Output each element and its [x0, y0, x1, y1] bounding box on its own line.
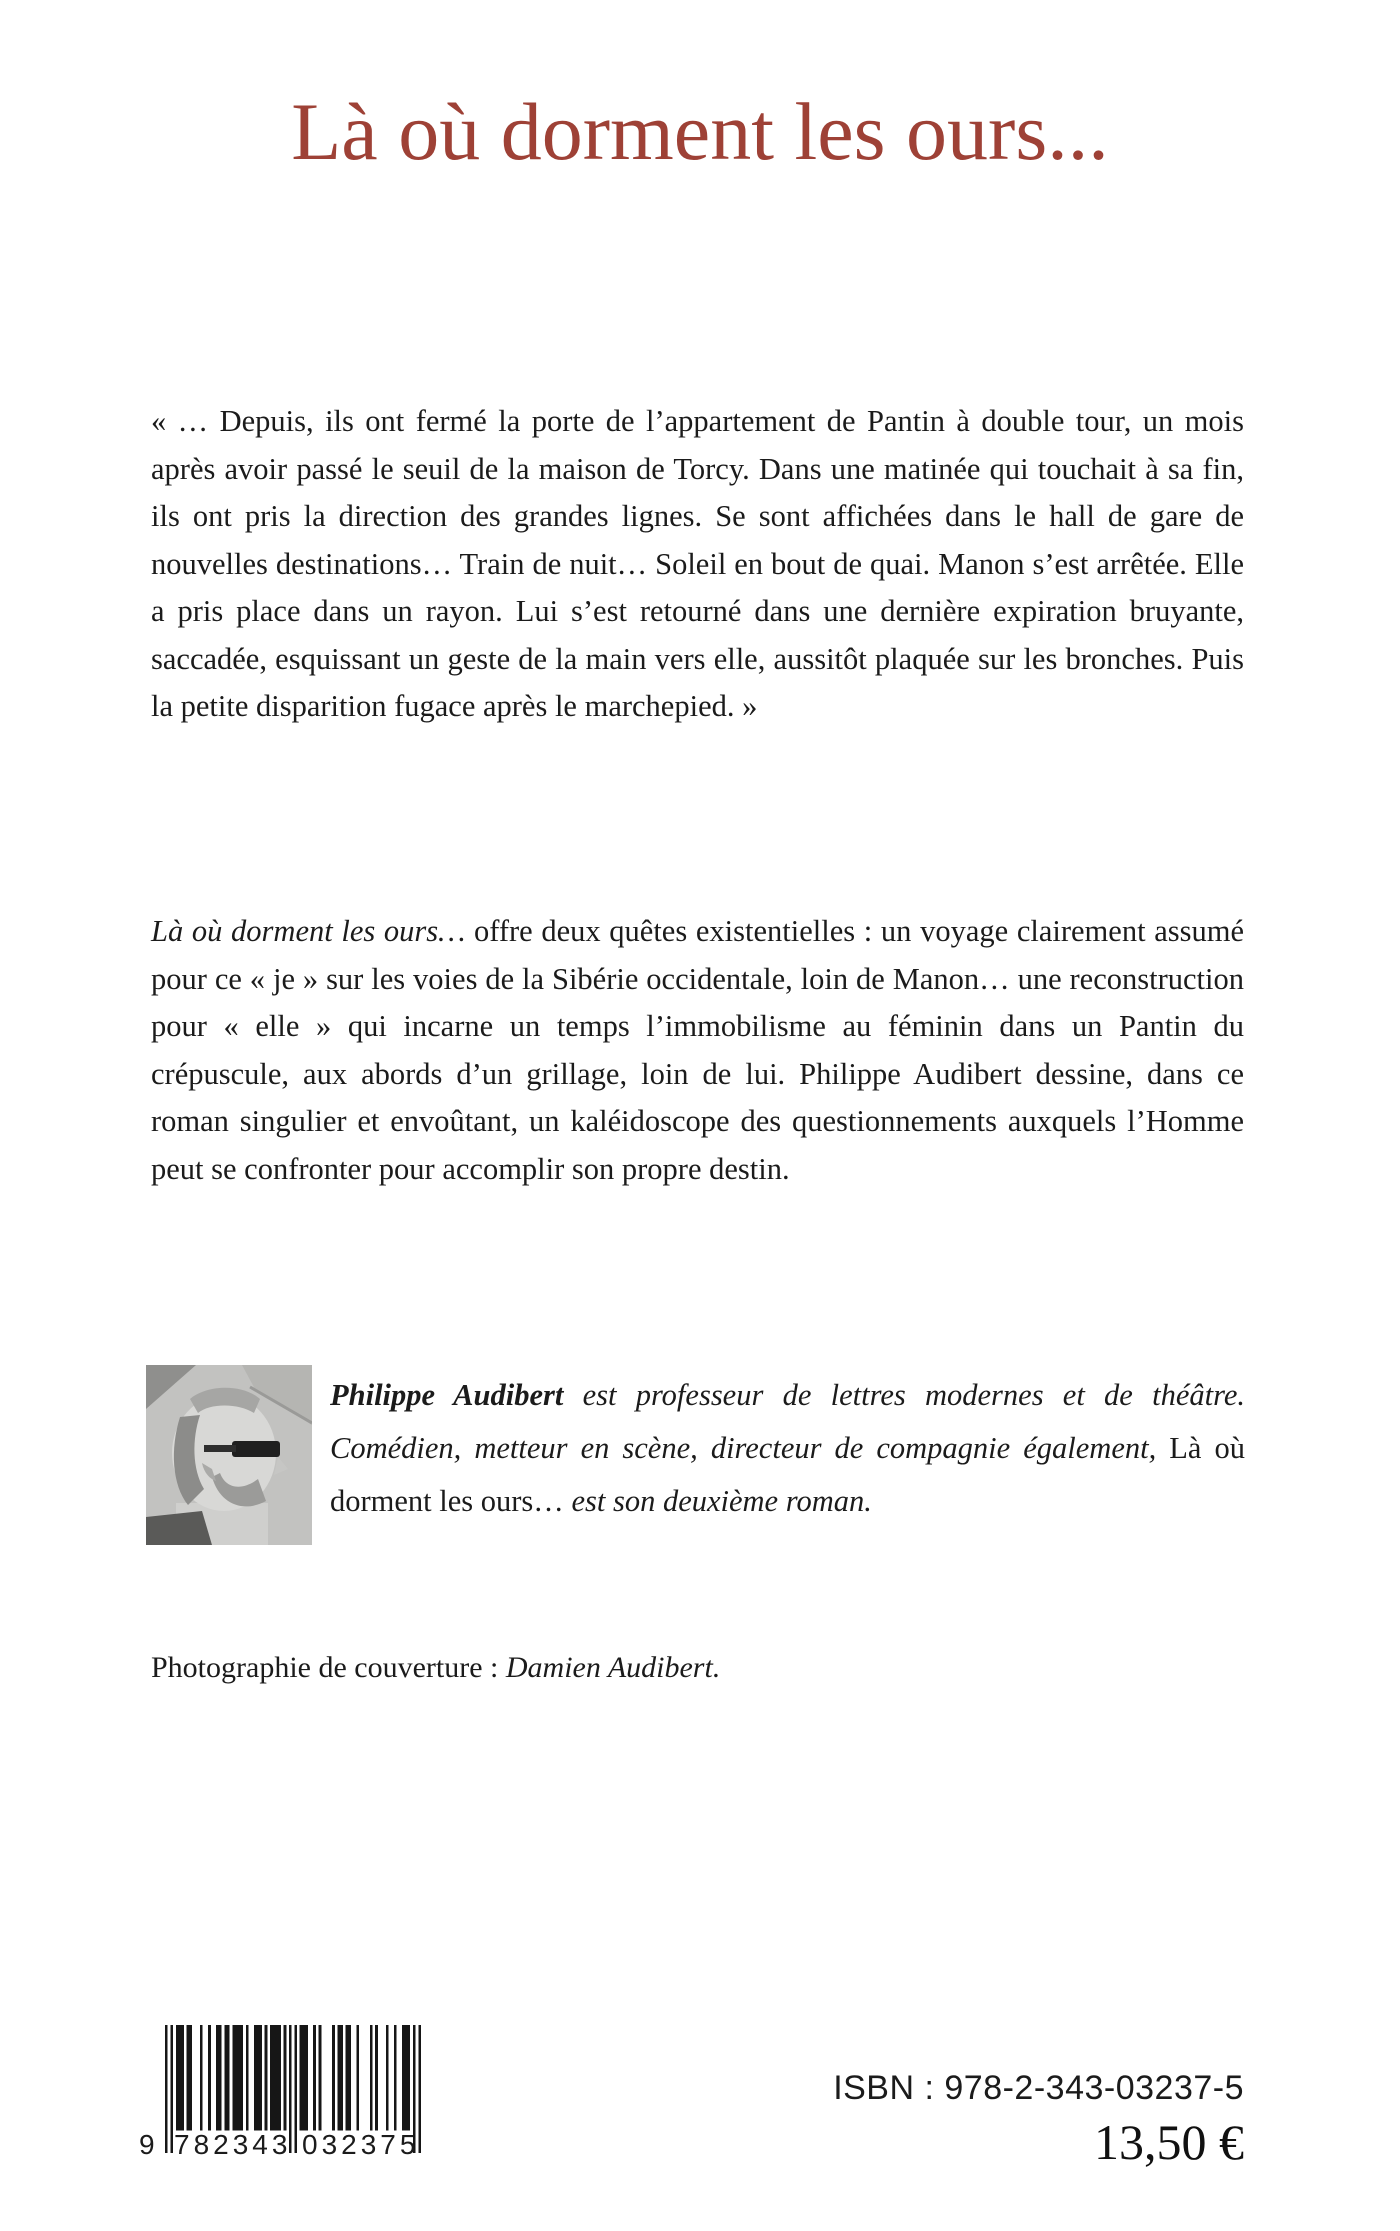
- book-title: Là où dorment les ours...: [291, 86, 1109, 177]
- author-name: Philippe Audibert: [330, 1378, 564, 1412]
- ean-barcode-digits: [139, 2129, 421, 2163]
- photo-credit-label: Photographie de couverture :: [151, 1651, 506, 1684]
- isbn-price-block: [833, 2066, 1244, 2170]
- synopsis-text: offre deux quêtes existentielles : un voyage clairement assumé pour ce « je » sur les voies de la Sibérie occidentale, loin de Manon… une reconstruction pour « elle » qui incarne un temps l’immobilisme au féminin dans un Pantin du crépuscule, aux abords d’un grillage, loin de lui. Philippe Audibert dessine, dans ce roman singulier et envoûtant, un kaléidoscope des questionnements auxquels l’Homme peut se confronter pour accomplir son propre destin.: [151, 914, 1245, 1186]
- author-photo: [146, 1365, 312, 1545]
- barcode-left-digits: 782343: [174, 2129, 292, 2160]
- photo-credit: [151, 1648, 720, 1688]
- author-bio-section: [146, 1363, 1245, 1528]
- isbn-text: ISBN : 978-2-343-03237-5: [833, 2069, 1244, 2107]
- barcode-right-digits: 032375: [302, 2129, 420, 2160]
- author-bio-text: [330, 1363, 1245, 1528]
- bio-text-before-title: est professeur de lettres modernes et de théâtre. Comédien, metteur en scène, directeur de compagnie également,: [330, 1378, 1245, 1465]
- ean-barcode: [139, 2025, 421, 2165]
- excerpt-paragraph: « … Depuis, ils ont fermé la porte de l’appartement de Pantin à double tour, un mois après avoir passé le seuil de la maison de Torcy. Dans une matinée qui touchait à sa fin, ils ont pris la direction des grandes lignes. Se sont affichées dans le hall de gare de nouvelles destinations… Train de nuit… Soleil en bout de quai. Manon s’est arrêtée. Elle a pris place dans un rayon. Lui s’est retourné dans une dernière expiration bruyante, saccadée, esquissant un geste de la main vers elle, aussitôt plaquée sur les bronches. Puis la petite disparition fugace après le marchepied. »: [151, 404, 1244, 723]
- photo-credit-name: Damien Audibert.: [505, 1651, 721, 1684]
- synopsis-paragraph: [151, 908, 1244, 1193]
- price-text: 13,50 €: [1094, 2114, 1244, 2170]
- barcode-first-digit: 9: [139, 2129, 155, 2160]
- synopsis-book-title: Là où dorment les ours…: [151, 914, 466, 948]
- bio-text-after-title: est son deuxième roman.: [563, 1484, 872, 1518]
- bio-book-title: Là où dorment les ours…: [330, 1431, 1245, 1518]
